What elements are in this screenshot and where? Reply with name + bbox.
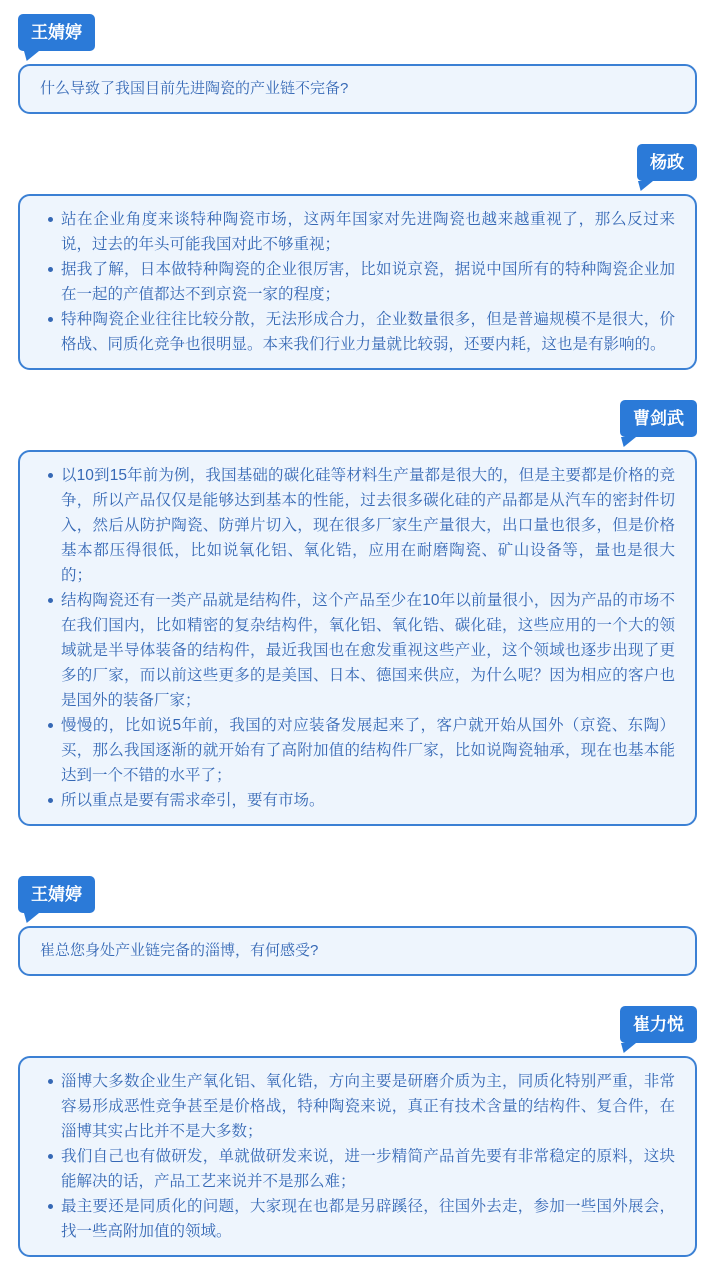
bullet-list xyxy=(38,463,675,813)
speaker-row xyxy=(18,14,697,51)
bullet-item: 慢慢的，比如说5年前，我国的对应装备发展起来了，客户就开始从国外（京瓷、东陶）买，那么我国逐渐的就开始有了高附加值的结构件厂家，比如说陶瓷轴承，现在也基本能达到一个不错的水平了； xyxy=(48,713,675,788)
speaker-row xyxy=(18,1006,697,1043)
bullet-item: 站在企业角度来谈特种陶瓷市场，这两年国家对先进陶瓷也越来越重视了，那么反过来说，过去的年头可能我国对此不够重视； xyxy=(48,207,675,257)
speaker-row xyxy=(18,400,697,437)
bullet-list xyxy=(38,1069,675,1244)
speaker-row xyxy=(18,144,697,181)
message-bubble xyxy=(18,926,697,976)
message-group xyxy=(18,1006,697,1257)
speaker-badge: 王婧婷 xyxy=(18,876,95,913)
message-bubble xyxy=(18,64,697,114)
bullet-item: 淄博大多数企业生产氧化铝、氧化锆，方向主要是研磨介质为主，同质化特别严重，非常容易形成恶性竞争甚至是价格战，特种陶瓷来说，真正有技术含量的结构件、复合件，在淄博其实占比并不是大多数； xyxy=(48,1069,675,1144)
message-bubble xyxy=(18,1056,697,1257)
bullet-item: 以10到15年前为例，我国基础的碳化硅等材料生产量都是很大的，但是主要都是价格的竞争，所以产品仅仅是能够达到基本的性能，过去很多碳化硅的产品都是从汽车的密封件切入，然后从防护陶瓷、防弹片切入，现在很多厂家生产量很大，出口量也很多，但是价格基本都压得很低，比如说氧化铝、氧化锆，应用在耐磨陶瓷、矿山设备等，量也是很大的； xyxy=(48,463,675,588)
message-bubble xyxy=(18,450,697,826)
message-group xyxy=(18,14,697,114)
speaker-badge: 曹剑武 xyxy=(620,400,697,437)
speaker-badge: 杨政 xyxy=(637,144,697,181)
message-group xyxy=(18,400,697,826)
bullet-item: 特种陶瓷企业往往比较分散，无法形成合力，企业数量很多，但是普遍规模不是很大，价格战、同质化竞争也很明显。本来我们行业力量就比较弱，还要内耗，这也是有影响的。 xyxy=(48,307,675,357)
bullet-list xyxy=(38,207,675,357)
speaker-badge: 王婧婷 xyxy=(18,14,95,51)
bullet-item: 我们自己也有做研发，单就做研发来说，进一步精简产品首先要有非常稳定的原料，这块能解决的话，产品工艺来说并不是那么难； xyxy=(48,1144,675,1194)
message-text: 什么导致了我国目前先进陶瓷的产业链不完备? xyxy=(40,80,349,97)
speaker-badge: 崔力悦 xyxy=(620,1006,697,1043)
message-bubble xyxy=(18,194,697,370)
speaker-row xyxy=(18,876,697,913)
bullet-item: 结构陶瓷还有一类产品就是结构件，这个产品至少在10年以前量很小，因为产品的市场不在我们国内，比如精密的复杂结构件，氧化铝、氧化锆、碳化硅，这些应用的一个大的领域就是半导体装备的结构件，最近我国也在愈发重视这些产业，这个领域也逐步出现了更多的厂家，而以前这些更多的是美国、日本、德国来供应，为什么呢？因为相应的客户也是国外的装备厂家； xyxy=(48,588,675,713)
bullet-item: 据我了解，日本做特种陶瓷的企业很厉害，比如说京瓷，据说中国所有的特种陶瓷企业加在一起的产值都达不到京瓷一家的程度； xyxy=(48,257,675,307)
message-text: 崔总您身处产业链完备的淄博，有何感受? xyxy=(40,942,319,959)
bullet-item: 最主要还是同质化的问题，大家现在也都是另辟蹊径，往国外去走，参加一些国外展会，找一些高附加值的领域。 xyxy=(48,1194,675,1244)
bullet-item: 所以重点是要有需求牵引，要有市场。 xyxy=(48,788,675,813)
message-group xyxy=(18,876,697,976)
message-group xyxy=(18,144,697,370)
